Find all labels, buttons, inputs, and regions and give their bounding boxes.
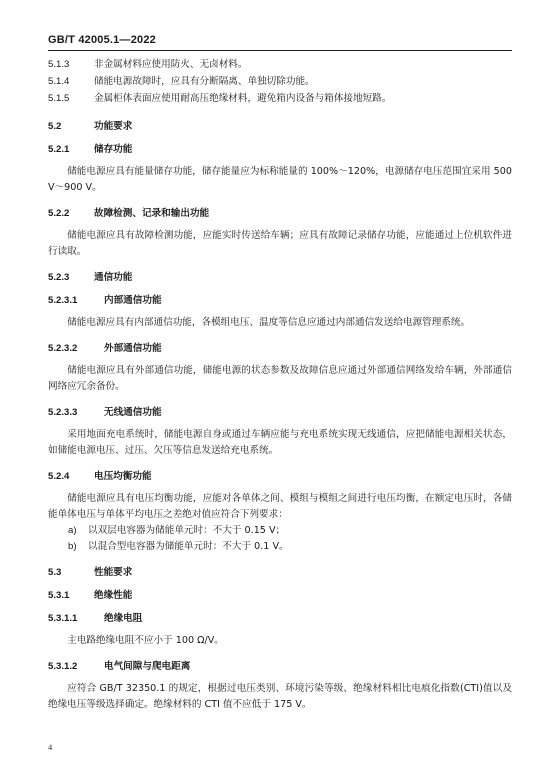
heading-number: 5.2.3.3	[48, 407, 78, 418]
list-text: 以混合型电容器为储能单元时：不大于 0.1 V。	[88, 541, 289, 552]
list-item-a	[48, 523, 512, 539]
heading-5-2-2	[48, 205, 512, 222]
clause-5-1-5	[48, 90, 512, 107]
page-number: 4	[48, 742, 53, 752]
heading-5-3	[48, 564, 512, 581]
clause-text: 非金属材料应使用防火、无卤材料。	[94, 59, 248, 70]
heading-title: 通信功能	[94, 272, 133, 283]
heading-number: 5.3.1.1	[48, 613, 78, 624]
heading-title: 性能要求	[94, 567, 133, 578]
clause-5-1-4	[48, 73, 512, 90]
heading-title: 内部通信功能	[104, 295, 162, 306]
paragraph-5-3-1-1: 主电路绝缘电阻不应小于 100 Ω/V。	[67, 635, 224, 646]
list-marker: a)	[68, 525, 77, 536]
heading-number: 5.2.3.2	[48, 343, 78, 354]
heading-title: 外部通信功能	[104, 343, 162, 354]
paragraph-5-2-3-1: 储能电源应具有内部通信功能，各模组电压、温度等信息应通过内部通信发送给电源管理系统。	[67, 317, 471, 328]
heading-5-2-3	[48, 269, 512, 286]
heading-5-2-3-1	[48, 292, 512, 309]
heading-title: 故障检测、记录和输出功能	[94, 208, 210, 219]
page-header-standard-code: GB/T 42005.1—2022	[48, 34, 156, 46]
heading-number: 5.2.3	[48, 272, 70, 283]
heading-number: 5.3.1.2	[48, 661, 78, 672]
header-rule	[48, 50, 512, 51]
clause-number: 5.1.5	[48, 93, 70, 104]
heading-5-2-3-3	[48, 404, 512, 421]
paragraph-5-2-3-2: 储能电源应具有外部通信功能，储能电源的状态参数及故障信息应通过外部通信网络发给车辆，外部通信网络应冗余备份。	[48, 365, 512, 392]
heading-5-2-3-2	[48, 340, 512, 357]
heading-5-3-1-1	[48, 610, 512, 627]
paragraph-5-3-1-2: 应符合 GB/T 32350.1 的规定，根据过电压类别、环境污染等级、绝缘材料相比电痕化指数(CTI)值以及绝缘电压等级选择确定。绝缘材料的 CTI 值不应低于 175 V。	[48, 683, 512, 710]
list-text: 以双层电容器为储能单元时：不大于 0.15 V；	[88, 525, 286, 536]
heading-number: 5.2.2	[48, 208, 70, 219]
heading-5-3-1	[48, 587, 512, 604]
heading-title: 电气间隙与爬电距离	[104, 661, 191, 672]
heading-number: 5.3	[48, 567, 62, 578]
heading-5-3-1-2	[48, 658, 512, 675]
document-body	[48, 56, 512, 713]
list-marker: b)	[68, 541, 77, 552]
heading-title: 储存功能	[94, 144, 133, 155]
paragraph-5-2-2: 储能电源应具有故障检测功能，应能实时传送给车辆；应具有故障记录储存功能，应能通过上位机软件进行读取。	[48, 230, 512, 257]
paragraph-5-2-3-3: 采用地面充电系统时，储能电源自身或通过车辆应能与充电系统实现无线通信，应把储能电源相关状态，如储能电源电压、过压、欠压等信息发送给充电系统。	[48, 429, 512, 456]
heading-number: 5.2.1	[48, 144, 70, 155]
clause-text: 储能电源故障时，应具有分断隔离、单独切除功能。	[94, 76, 315, 87]
heading-5-2-4	[48, 468, 512, 485]
clause-text: 金属柜体表面应使用耐高压绝缘材料，避免箱内设备与箱体接地短路。	[94, 93, 392, 104]
heading-5-2-1	[48, 141, 512, 158]
heading-number: 5.2	[48, 121, 62, 132]
paragraph-5-2-4: 储能电源应具有电压均衡功能，应能对各单体之间、模组与模组之间进行电压均衡，在额定电压时，各储能单体电压与单体平均电压之差绝对值应符合下列要求：	[48, 493, 512, 520]
paragraph-5-2-1: 储能电源应具有能量储存功能，储存能量应为标称能量的 100%～120%，电源储存电压范围宜采用 500 V～900 V。	[48, 166, 512, 193]
heading-title: 功能要求	[94, 121, 133, 132]
heading-title: 绝缘性能	[94, 590, 133, 601]
list-item-b	[48, 539, 512, 555]
heading-number: 5.2.3.1	[48, 295, 78, 306]
clause-5-1-3	[48, 56, 512, 73]
heading-5-2	[48, 118, 512, 135]
heading-title: 绝缘电阻	[104, 613, 143, 624]
heading-number: 5.3.1	[48, 590, 70, 601]
heading-number: 5.2.4	[48, 471, 70, 482]
clause-number: 5.1.3	[48, 59, 70, 70]
heading-title: 无线通信功能	[104, 407, 162, 418]
heading-title: 电压均衡功能	[94, 471, 152, 482]
clause-number: 5.1.4	[48, 76, 70, 87]
